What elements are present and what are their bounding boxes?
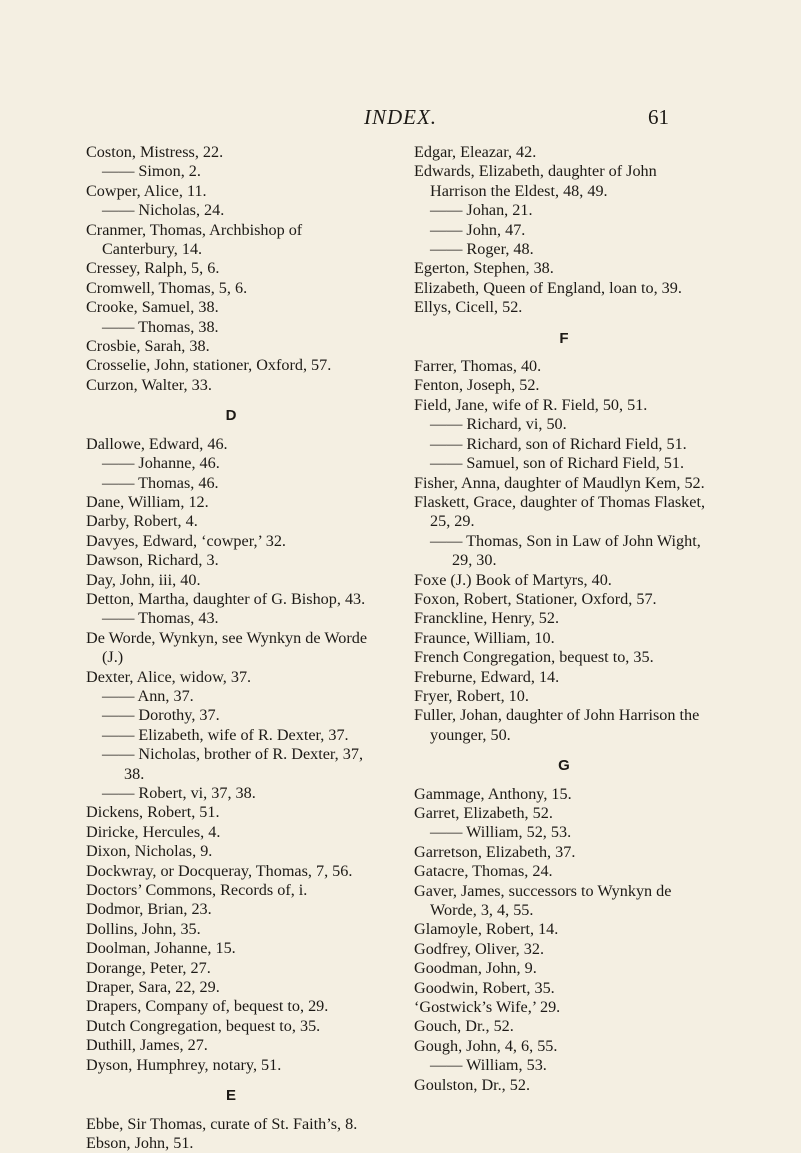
index-entry: Foxe (J.) Book of Martyrs, 40. — [414, 570, 612, 589]
index-entry: —— Roger, 48. — [430, 240, 534, 259]
index-entry: Gatacre, Thomas, 24. — [414, 862, 553, 881]
index-entry: Goodwin, Robert, 35. — [414, 978, 555, 997]
index-entry: Fenton, Joseph, 52. — [414, 376, 540, 395]
index-entry: Crosselie, John, stationer, Oxford, 57. — [86, 356, 332, 375]
index-entry: Goulston, Dr., 52. — [414, 1075, 531, 1094]
index-entry: Garret, Elizabeth, 52. — [414, 804, 553, 822]
index-entry: —— John, 47. — [430, 220, 526, 239]
index-entry: Cromwell, Thomas, 5, 6. — [86, 278, 248, 297]
index-entry: Draper, Sara, 22, 29. — [86, 978, 220, 997]
page-number: 61 — [648, 105, 669, 129]
index-entry: Dixon, Nicholas, 9. — [86, 842, 213, 861]
index-entry: —— Elizabeth, wife of R. Dexter, 37. — [102, 725, 349, 744]
index-entry: Fraunce, William, 10. — [414, 628, 555, 647]
index-entry: Edwards, Elizabeth, daughter of John Harrison the Eldest, 48, 49. — [414, 162, 657, 200]
index-entry: Crosbie, Sarah, 38. — [86, 337, 210, 356]
index-entry: Drapers, Company of, bequest to, 29. — [86, 997, 329, 1016]
index-entry: Dawson, Richard, 3. — [86, 551, 219, 570]
index-entry: Franckline, Henry, 52. — [414, 609, 560, 628]
index-column-right — [414, 143, 714, 1095]
index-entry: Cowper, Alice, 11. — [86, 181, 207, 200]
index-entry: ‘Gostwick’s Wife,’ 29. — [414, 998, 561, 1017]
index-entry: Freburne, Edward, 14. — [414, 667, 560, 686]
section-letter: E — [225, 1087, 236, 1105]
index-entry: —— Robert, vi, 37, 38. — [102, 784, 256, 802]
index-entry: —— Johanne, 46. — [102, 454, 220, 473]
index-entry: Farrer, Thomas, 40. — [414, 357, 542, 376]
index-entry: Fryer, Robert, 10. — [414, 686, 529, 705]
index-column-left — [86, 143, 376, 1153]
index-entry: Garretson, Elizabeth, 37. — [414, 842, 576, 861]
index-entry: Gough, John, 4, 6, 55. — [414, 1036, 558, 1055]
index-entry: Dexter, Alice, widow, 37. — [86, 667, 252, 686]
index-entry: —— Samuel, son of Richard Field, 51. — [430, 454, 685, 473]
index-entry: Dane, William, 12. — [86, 492, 209, 511]
index-entry: Davyes, Edward, ‘cowper,’ 32. — [86, 531, 286, 550]
section-letter: D — [225, 407, 237, 425]
index-entry: Detton, Martha, daughter of G. Bishop, 43. — [86, 589, 366, 608]
index-entry: Foxon, Robert, Stationer, Oxford, 57. — [414, 589, 657, 608]
index-entry: Elizabeth, Queen of England, loan to, 39. — [414, 278, 682, 297]
index-entry: Flaskett, Grace, daughter of Thomas Flasket, 25, 29. — [414, 492, 706, 531]
index-entry: Darby, Robert, 4. — [86, 512, 198, 531]
index-entry: Field, Jane, wife of R. Field, 50, 51. — [414, 395, 648, 414]
index-entry: De Worde, Wynkyn, see Wynkyn de Worde (J.) — [86, 628, 368, 667]
index-entry: Ellys, Cicell, 52. — [414, 298, 523, 317]
index-entry: —— Richard, vi, 50. — [430, 415, 567, 434]
index-entry: —— William, 53. — [430, 1056, 547, 1075]
index-entry: Duthill, James, 27. — [86, 1036, 208, 1055]
index-entry: Fisher, Anna, daughter of Maudlyn Kem, 52. — [414, 473, 705, 492]
index-entry: Dollins, John, 35. — [86, 919, 201, 938]
index-entry: Dodmor, Brian, 23. — [86, 900, 212, 919]
index-entry: Egerton, Stephen, 38. — [414, 259, 554, 278]
index-entry: —— Dorothy, 37. — [102, 706, 220, 725]
index-entry: Cressey, Ralph, 5, 6. — [86, 259, 220, 278]
index-entry: Day, John, iii, 40. — [86, 570, 201, 589]
index-entry: Dyson, Humphrey, notary, 51. — [86, 1055, 282, 1074]
index-entry: —— William, 52, 53. — [430, 823, 572, 842]
index-entry: Dutch Congregation, bequest to, 35. — [86, 1016, 321, 1035]
index-entry: —— Nicholas, 24. — [102, 201, 225, 220]
index-entry: Crooke, Samuel, 38. — [86, 298, 219, 317]
index-entry: Dockwray, or Docqueray, Thomas, 7, 56. — [86, 861, 353, 880]
index-entry: —— Thomas, 43. — [102, 609, 219, 628]
index-entry: Dallowe, Edward, 46. — [86, 434, 228, 453]
index-entry: Godfrey, Oliver, 32. — [414, 939, 545, 958]
index-entry: Dickens, Robert, 51. — [86, 803, 220, 822]
index-entry: —— Richard, son of Richard Field, 51. — [430, 434, 687, 453]
index-entry: Cranmer, Thomas, Archbishop of Canterbury, 14. — [86, 220, 303, 259]
index-entry: —— Johan, 21. — [430, 201, 533, 220]
index-entry: Coston, Mistress, 22. — [86, 143, 224, 161]
page-title: INDEX. — [363, 105, 438, 129]
index-entry: Gaver, James, successors to Wynkyn de Worde, 3, 4, 55. — [414, 881, 672, 920]
index-entry: Curzon, Walter, 33. — [86, 375, 212, 394]
index-entry: Glamoyle, Robert, 14. — [414, 920, 559, 939]
index-entry: Edgar, Eleazar, 42. — [414, 143, 537, 161]
index-entry: French Congregation, bequest to, 35. — [414, 648, 654, 667]
index-entry: —— Simon, 2. — [102, 162, 201, 181]
index-entry: —— Thomas, Son in Law of John Wight, 29, 30. — [430, 531, 701, 570]
index-entry: Gammage, Anthony, 15. — [414, 784, 572, 803]
index-entry: Dorange, Peter, 27. — [86, 958, 211, 977]
index-entry: Fuller, Johan, daughter of John Harrison the younger, 50. — [414, 706, 700, 744]
index-entry: Gouch, Dr., 52. — [414, 1017, 514, 1036]
section-letter: G — [558, 757, 570, 775]
index-entry: Diricke, Hercules, 4. — [86, 822, 221, 841]
index-entry: —— Thomas, 46. — [102, 473, 219, 492]
index-entry: —— Ann, 37. — [102, 686, 194, 705]
index-entry: Ebson, John, 51. — [86, 1133, 194, 1152]
index-entry: Doctors’ Commons, Records of, i. — [86, 881, 308, 900]
index-entry: —— Nicholas, brother of R. Dexter, 37, 38. — [102, 745, 363, 783]
index-entry: —— Thomas, 38. — [102, 317, 219, 336]
index-entry: Goodman, John, 9. — [414, 959, 537, 978]
index-entry: Ebbe, Sir Thomas, curate of St. Faith’s, 8. — [86, 1114, 358, 1133]
index-entry: Doolman, Johanne, 15. — [86, 939, 236, 958]
section-letter: F — [559, 329, 569, 347]
